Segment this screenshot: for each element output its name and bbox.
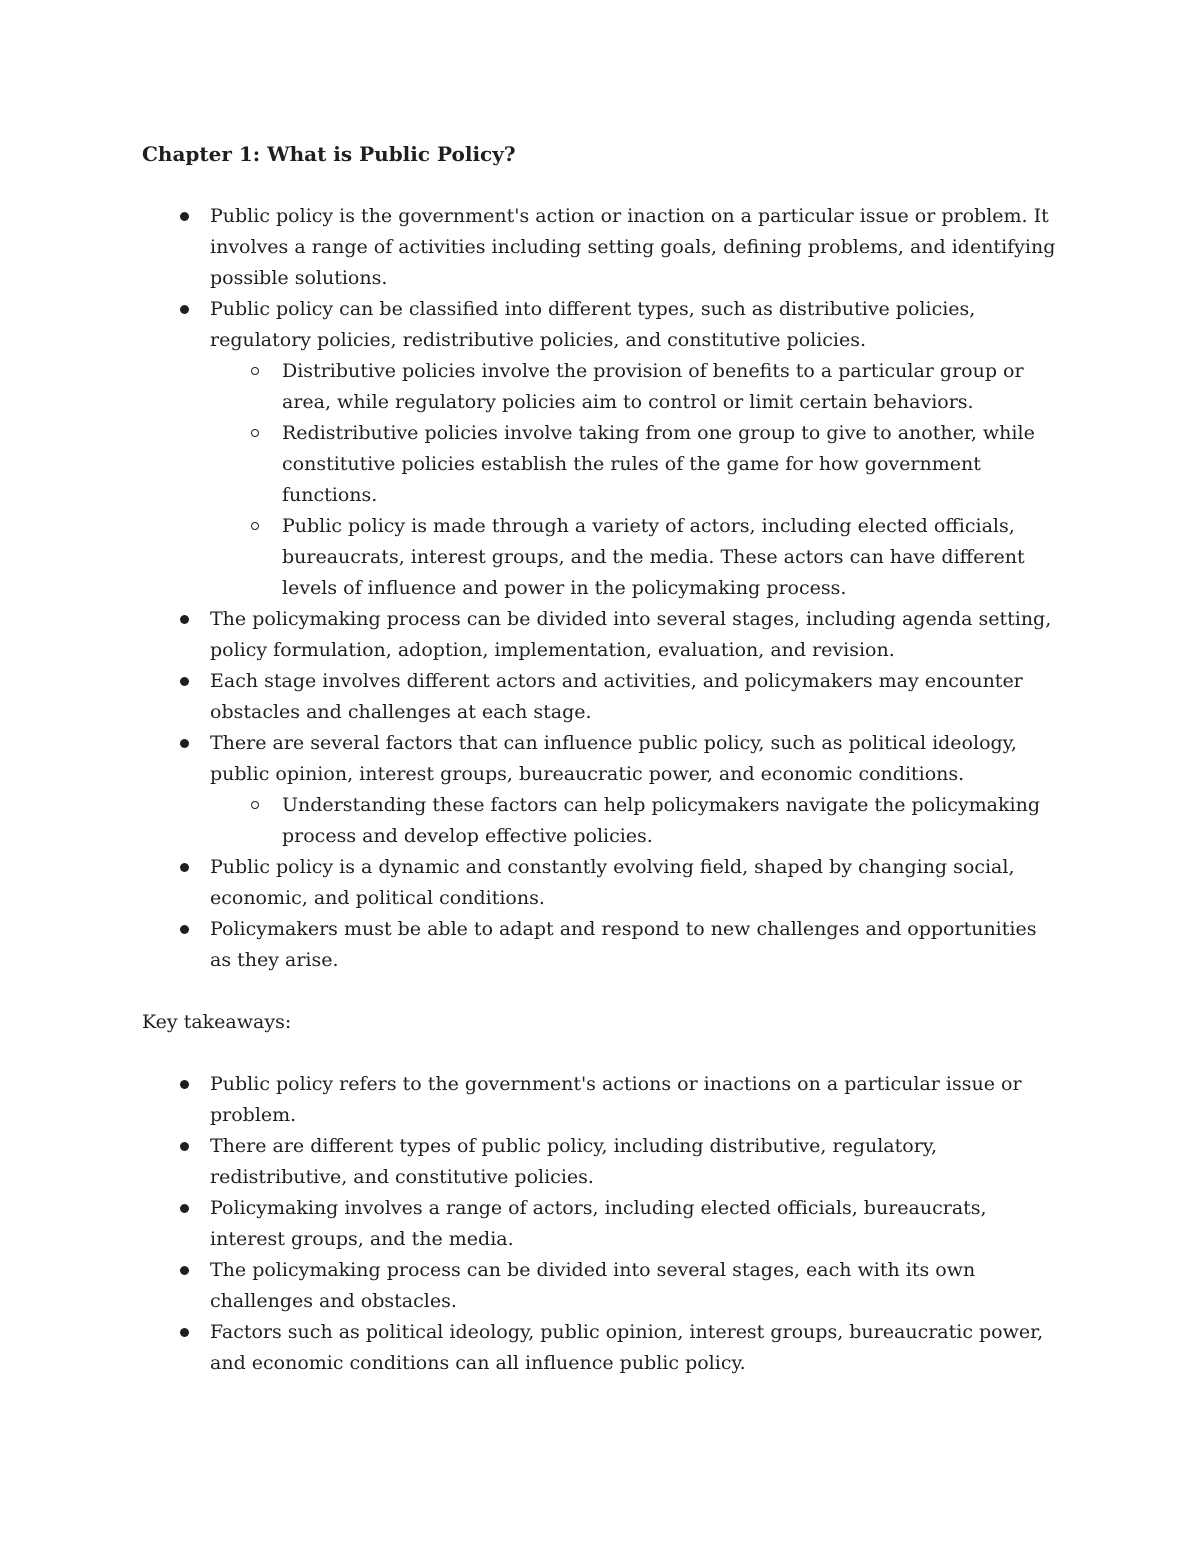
hollow-bullet-icon bbox=[251, 522, 259, 530]
list-item bbox=[210, 852, 1062, 914]
list-item bbox=[210, 604, 1062, 666]
bullet-icon bbox=[180, 1266, 189, 1275]
list-item-text: Policymaking involves a range of actors, including elected officials, bureaucrats, interest groups, and the media. bbox=[210, 1197, 987, 1250]
takeaways-list bbox=[142, 1069, 1062, 1379]
list-item-text: The policymaking process can be divided into several stages, including agenda setting, policy formulation, adoption, implementation, evaluation, and revision. bbox=[210, 608, 1052, 661]
bullet-icon bbox=[180, 925, 189, 934]
hollow-bullet-icon bbox=[251, 801, 259, 809]
list-item bbox=[210, 1069, 1062, 1131]
bullet-icon bbox=[180, 1142, 189, 1151]
bullet-icon bbox=[180, 677, 189, 686]
hollow-bullet-icon bbox=[251, 429, 259, 437]
bullet-icon bbox=[180, 739, 189, 748]
list-item-text: Public policy can be classified into different types, such as distributive policies, regulatory policies, redistributive policies, and constitutive policies. bbox=[210, 298, 976, 351]
bullet-icon bbox=[180, 863, 189, 872]
bullet-icon bbox=[180, 1328, 189, 1337]
sub-list-item-text: Distributive policies involve the provision of benefits to a particular group or area, while regulatory policies aim to control or limit certain behaviors. bbox=[282, 360, 1024, 413]
main-points-list bbox=[142, 201, 1062, 976]
sub-list-item-text: Understanding these factors can help policymakers navigate the policymaking process and develop effective policies. bbox=[282, 794, 1040, 847]
list-item-text: Policymakers must be able to adapt and respond to new challenges and opportunities as they arise. bbox=[210, 918, 1037, 971]
list-item bbox=[210, 728, 1062, 852]
hollow-bullet-icon bbox=[251, 367, 259, 375]
list-item-text: There are different types of public policy, including distributive, regulatory, redistributive, and constitutive policies. bbox=[210, 1135, 938, 1188]
list-item bbox=[210, 666, 1062, 728]
list-item bbox=[210, 1193, 1062, 1255]
bullet-icon bbox=[180, 212, 189, 221]
bullet-icon bbox=[180, 615, 189, 624]
key-takeaways-heading: Key takeaways: bbox=[142, 1011, 292, 1033]
list-item bbox=[210, 1317, 1062, 1379]
sub-list-item-text: Redistributive policies involve taking from one group to give to another, while constitutive policies establish the rules of the game for how government functions. bbox=[282, 422, 1035, 506]
document-page bbox=[142, 139, 1062, 1379]
list-item-text: Factors such as political ideology, public opinion, interest groups, bureaucratic power, and economic conditions can all influence public policy. bbox=[210, 1321, 1044, 1374]
list-item bbox=[210, 1255, 1062, 1317]
sub-list-item bbox=[282, 418, 1062, 511]
list-item-text: Public policy is a dynamic and constantly evolving field, shaped by changing social, economic, and political conditions. bbox=[210, 856, 1015, 909]
sub-list-item bbox=[282, 790, 1062, 852]
list-item bbox=[210, 294, 1062, 604]
list-item bbox=[210, 201, 1062, 294]
list-item-text: There are several factors that can influence public policy, such as political ideology, public opinion, interest groups, bureaucratic power, and economic conditions. bbox=[210, 732, 1017, 785]
list-item-text: Each stage involves different actors and activities, and policymakers may encounter obstacles and challenges at each stage. bbox=[210, 670, 1023, 723]
sub-list bbox=[210, 356, 1062, 604]
list-item-text: The policymaking process can be divided into several stages, each with its own challenges and obstacles. bbox=[210, 1259, 976, 1312]
list-item-text: Public policy refers to the government's actions or inactions on a particular issue or problem. bbox=[210, 1073, 1022, 1126]
list-item bbox=[210, 914, 1062, 976]
sub-list-item bbox=[282, 511, 1062, 604]
bullet-icon bbox=[180, 305, 189, 314]
list-item bbox=[210, 1131, 1062, 1193]
list-item-text: Public policy is the government's action or inaction on a particular issue or problem. It involves a range of activities including setting goals, defining problems, and identifying possible solutions. bbox=[210, 205, 1056, 289]
chapter-title: Chapter 1: What is Public Policy? bbox=[142, 142, 516, 166]
bullet-icon bbox=[180, 1204, 189, 1213]
sub-list bbox=[210, 790, 1062, 852]
sub-list-item-text: Public policy is made through a variety of actors, including elected officials, bureaucrats, interest groups, and the media. These actors can have different levels of influence and power in the policymaking process. bbox=[282, 515, 1025, 599]
sub-list-item bbox=[282, 356, 1062, 418]
bullet-icon bbox=[180, 1080, 189, 1089]
